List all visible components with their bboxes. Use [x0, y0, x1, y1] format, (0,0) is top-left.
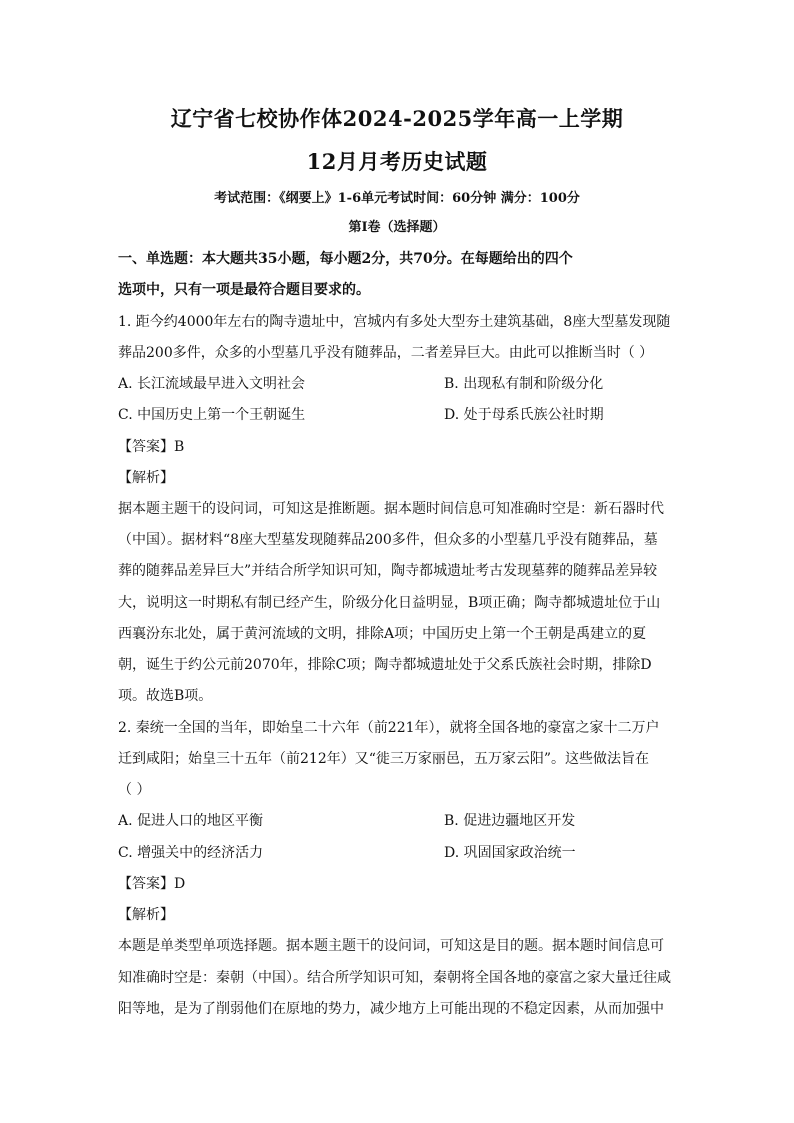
q1-analysis-line-2: （中国）。据材料“8座大型墓发现随葬品200多件，但众多的小型墓几乎没有随葬品，墓 — [118, 532, 658, 548]
q2-analysis-label: 【解析】 — [118, 907, 174, 923]
q2-stem-line-1: 2. 秦统一全国的当年，即始皇二十六年（前221年），就将全国各地的豪富之家十二万户 — [118, 720, 660, 736]
q1-analysis-line-4: 大，说明这一时期私有制已经产生，阶级分化日益明显，B项正确；陶寺都城遗址位于山 — [118, 595, 661, 611]
q2-stem-line-3: （ ） — [118, 782, 151, 798]
exam-meta: 考试范围：《纲要上》1-6单元考试时间：60分钟 满分：100分 — [214, 191, 580, 206]
q2-option-c: C. 增强关中的经济活力 — [118, 845, 264, 861]
q2-option-b: B. 促进边疆地区开发 — [444, 813, 576, 829]
q2-analysis-line-1: 本题是单类型单项选择题。据本题主题干的设问词，可知这是目的题。据本题时间信息可 — [118, 938, 664, 954]
q2-stem-line-2: 迁到咸阳；始皇三十五年（前212年）又“徙三万家丽邑，五万家云阳”。这些做法旨在 — [118, 751, 650, 767]
q2-option-d: D. 巩固国家政治统一 — [444, 845, 576, 861]
q1-option-b: B. 出现私有制和阶级分化 — [444, 376, 604, 392]
q2-analysis-line-3: 阳等地，是为了削弱他们在原地的势力，减少地方上可能出现的不稳定因素，从而加强中 — [118, 1001, 664, 1017]
q1-analysis-line-6: 朝，诞生于约公元前2070年，排除C项；陶寺都城遗址处于父系氏族社会时期，排除D — [118, 657, 652, 673]
instructions-line-1: 一、单选题：本大题共35小题，每小题2分，共70分。在每题给出的四个 — [118, 251, 573, 267]
q1-analysis-line-5: 西襄汾东北处，属于黄河流域的文明，排除A项；中国历史上第一个王朝是禹建立的夏 — [118, 626, 647, 642]
q1-analysis-line-1: 据本题主题干的设问词，可知这是推断题。据本题时间信息可知准确时空是：新石器时代 — [118, 501, 664, 517]
q1-option-a: A. 长江流域最早进入文明社会 — [118, 376, 306, 392]
q2-analysis-line-2: 知准确时空是：秦朝（中国）。结合所学知识可知，秦朝将全国各地的豪富之家大量迁往咸 — [118, 970, 671, 986]
q1-stem-line-1: 1. 距今约4000年左右的陶寺遗址中，宫城内有多处大型夯土建筑基础，8座大型墓发现随 — [118, 314, 671, 330]
q2-answer: 【答案】D — [118, 876, 186, 892]
q1-stem-line-2: 葬品200多件，众多的小型墓几乎没有随葬品，二者差异巨大。由此可以推断当时（ ） — [118, 345, 654, 361]
q1-option-d: D. 处于母系氏族公社时期 — [444, 407, 604, 423]
q1-analysis-line-3: 葬的随葬品差异巨大”并结合所学知识可知，陶寺都城遗址考古发现墓葬的随葬品差异较 — [118, 563, 658, 579]
exam-title-line-2: 12月月考历史试题 — [306, 149, 488, 174]
instructions-line-2: 选项中，只有一项是最符合题目要求的。 — [118, 282, 370, 298]
section-heading: 第I卷（选择题） — [348, 220, 446, 235]
exam-title-line-1: 辽宁省七校协作体2024-2025学年高一上学期 — [170, 106, 624, 131]
q2-option-a: A. 促进人口的地区平衡 — [118, 813, 264, 829]
q1-option-c: C. 中国历史上第一个王朝诞生 — [118, 407, 306, 423]
q1-analysis-line-7: 项。故选B项。 — [118, 688, 213, 704]
q1-analysis-label: 【解析】 — [118, 470, 174, 486]
q1-answer: 【答案】B — [118, 439, 185, 455]
